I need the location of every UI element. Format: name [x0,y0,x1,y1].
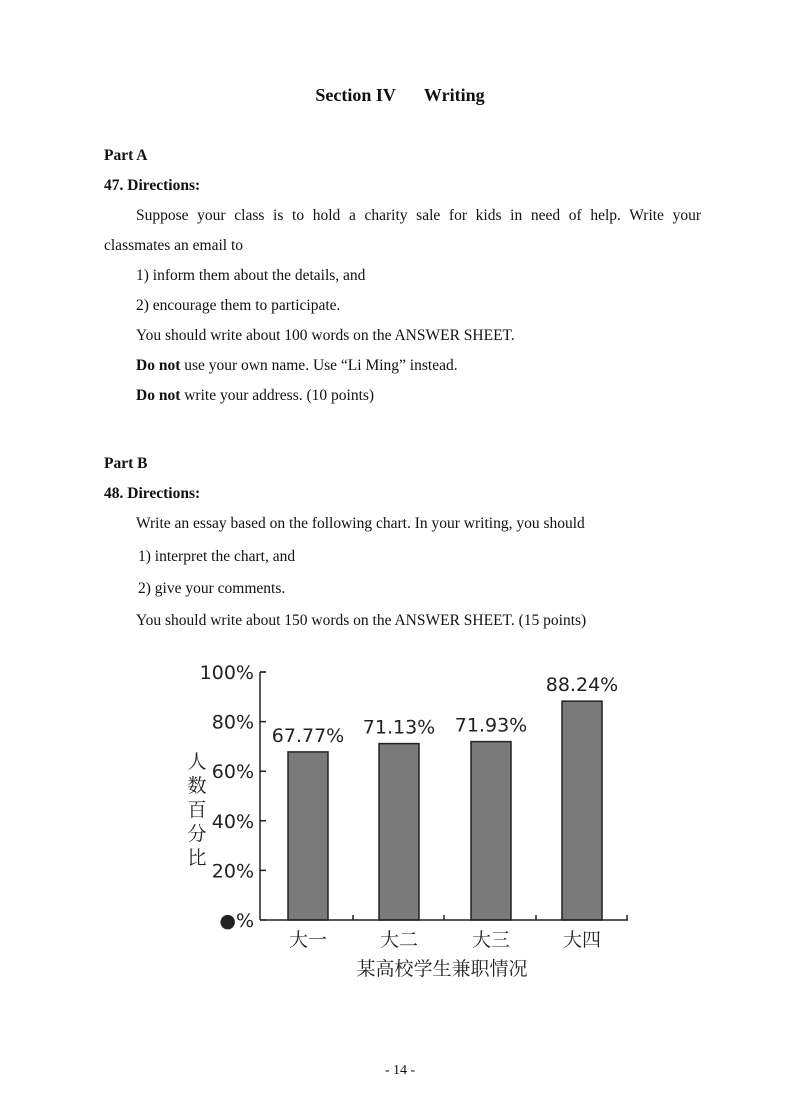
part-a-note1-bold: Do not [136,357,181,374]
part-a-note1 [136,357,458,375]
section-title-number: Section IV [315,85,396,105]
bars [272,674,618,920]
bar-value-label: 71.93% [454,714,528,737]
part-a-heading: Part A [104,147,148,164]
bar-value-label: 88.24% [545,674,619,697]
part-a-note2-bold: Do not [136,387,181,404]
bar [471,742,511,920]
part-b-heading: Part B [104,455,148,472]
part-a-words-note: You should write about 100 words on the ANSWER SHEET. [136,327,515,344]
section-title [0,85,800,106]
bar [288,752,328,920]
part-a-item2: 2) encourage them to participate. [136,297,341,314]
y-tick-label: 100% [199,662,254,684]
part-a-directions-label: 47. Directions: [104,177,201,194]
part-a-para-line1: Suppose your class is to hold a charity sale for kids in need of help. Write your [136,207,701,224]
y-tick-label: 60% [211,761,254,784]
section-title-name: Writing [423,85,485,105]
part-a-note2 [136,387,374,405]
y-axis-label [187,751,206,869]
part-a-note1-rest: use your own name. Use “Li Ming” instead. [180,357,458,374]
page-number: - 14 - [384,1063,416,1078]
part-b-item2: 2) give your comments. [138,580,286,597]
part-b-item1: 1) interpret the chart, and [138,548,296,565]
part-b-para-line1: Write an essay based on the following chart. In your writing, you should [136,515,585,532]
part-a-item1: 1) inform them about the details, and [136,267,366,284]
x-tick-label: 大四 [562,929,602,951]
y-tick-label: 20% [211,860,254,883]
y-label-char: 比 [187,847,207,869]
part-a-para-line2: classmates an email to [104,237,244,254]
part-a-note2-rest: write your address. (10 points) [180,387,375,404]
bar-value-label: 67.77% [271,724,345,747]
y-label-char: 百 [187,799,207,821]
bar [562,701,602,920]
x-tick-label: 大二 [379,929,419,951]
bar-value-label: 71.13% [362,716,436,739]
y-label-char: 数 [187,775,207,797]
x-axis-title: 某高校学生兼职情况 [356,958,528,980]
y-label-char: 人 [187,751,207,773]
x-tick-label: 大一 [288,929,328,951]
y-axis-ticks [200,662,266,932]
part-b-words-note: You should write about 150 words on the ANSWER SHEET. (15 points) [136,612,587,629]
y-tick-label: ●% [219,910,254,932]
bar [379,744,419,920]
y-tick-label: 80% [211,711,254,734]
y-tick-label: 40% [211,810,254,833]
part-b-directions-label: 48. Directions: [104,485,201,502]
x-tick-label: 大三 [471,929,511,951]
y-label-char: 分 [187,823,207,845]
x-axis-tick-labels [289,915,627,951]
